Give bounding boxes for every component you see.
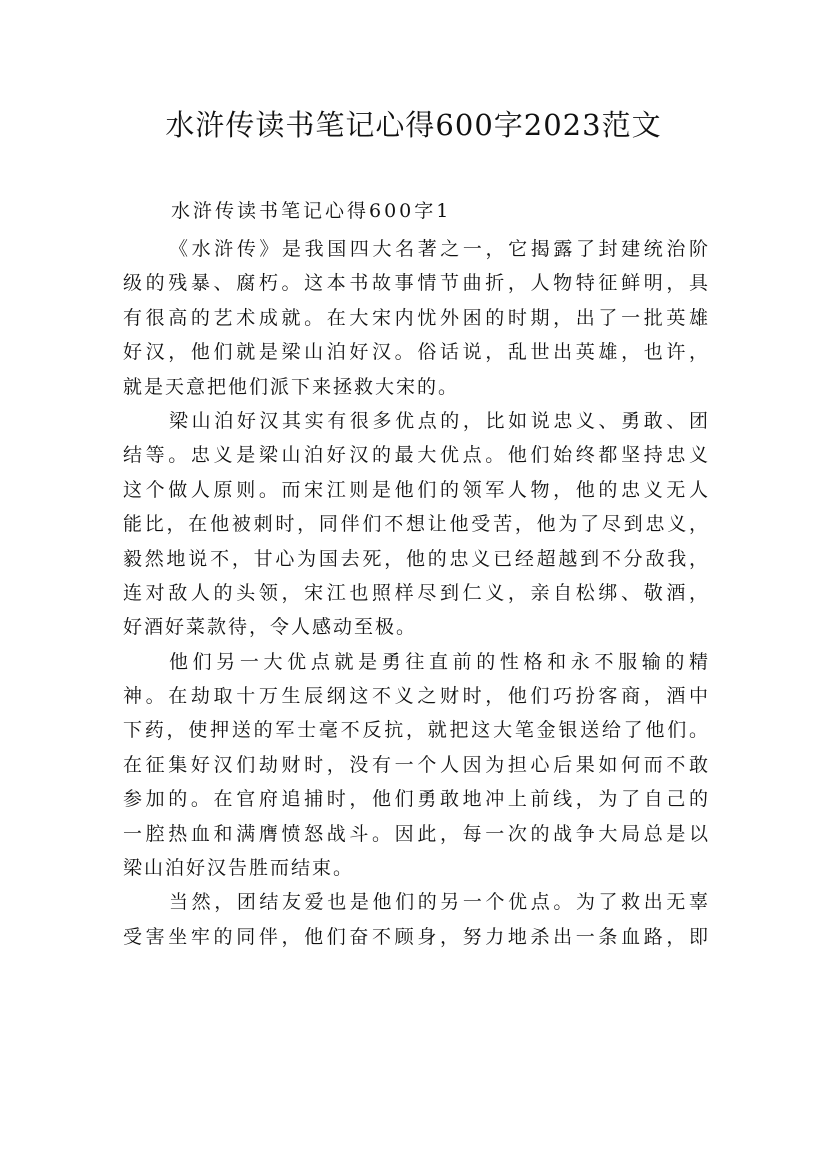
paragraph-line: 有很高的艺术成就。在大宋内忧外困的时期，出了一批英雄: [123, 306, 708, 329]
paragraph-line: 梁山泊好汉其实有很多优点的，比如说忠义、勇敢、团: [169, 409, 708, 432]
paragraph-line: 能比，在他被刺时，同伴们不想让他受苦，他为了尽到忠义，: [123, 513, 708, 536]
paragraph-line: 毅然地说不，甘心为国去死，他的忠义已经超越到不分敌我，: [123, 547, 708, 570]
paragraph-line: 梁山泊好汉告胜而结束。: [123, 857, 355, 880]
paragraph-line: 他们另一大优点就是勇往直前的性格和永不服输的精: [169, 650, 708, 673]
paragraph-line: 好汉，他们就是梁山泊好汉。俗话说，乱世出英雄，也许，: [123, 341, 708, 364]
body-text: [123, 232, 708, 954]
paragraph-line: 下药，使押送的军士毫不反抗，就把这大笔金银送给了他们。: [123, 719, 708, 742]
document-title: 水浒传读书笔记心得600字2023范文: [165, 108, 662, 142]
paragraph-line: 结等。忠义是梁山泊好汉的最大优点。他们始终都坚持忠义: [123, 444, 708, 467]
paragraph-line: 就是天意把他们派下来拯救大宋的。: [123, 375, 460, 398]
paragraph-line: 一腔热血和满膺愤怒战斗。因此，每一次的战争大局总是以: [123, 822, 708, 845]
paragraph-line: 《水浒传》是我国四大名著之一，它揭露了封建统治阶: [169, 238, 708, 260]
paragraph-line: 好酒好菜款待，令人感动至极。: [123, 616, 418, 639]
section-heading: 水浒传读书笔记心得600字1: [171, 200, 452, 222]
paragraph-line: 级的残暴、腐朽。这本书故事情节曲折，人物特征鲜明，具: [123, 272, 708, 295]
paragraph-line: 受害坐牢的同伴，他们奋不顾身，努力地杀出一条血路，即: [123, 925, 708, 948]
paragraph-line: 当然，团结友爱也是他们的另一个优点。为了救出无辜: [169, 891, 708, 914]
paragraph-line: 在征集好汉们劫财时，没有一个人因为担心后果如何而不敢: [123, 753, 708, 776]
paragraph-line: 这个做人原则。而宋江则是他们的领军人物，他的忠义无人: [123, 478, 708, 501]
paragraph-line: 神。在劫取十万生辰纲这不义之财时，他们巧扮客商，酒中: [123, 685, 708, 708]
paragraph-line: 参加的。在官府追捕时，他们勇敢地冲上前线，为了自己的: [123, 788, 708, 811]
paragraph-line: 连对敌人的头领，宋江也照样尽到仁义，亲自松绑、敬酒，: [123, 581, 708, 604]
